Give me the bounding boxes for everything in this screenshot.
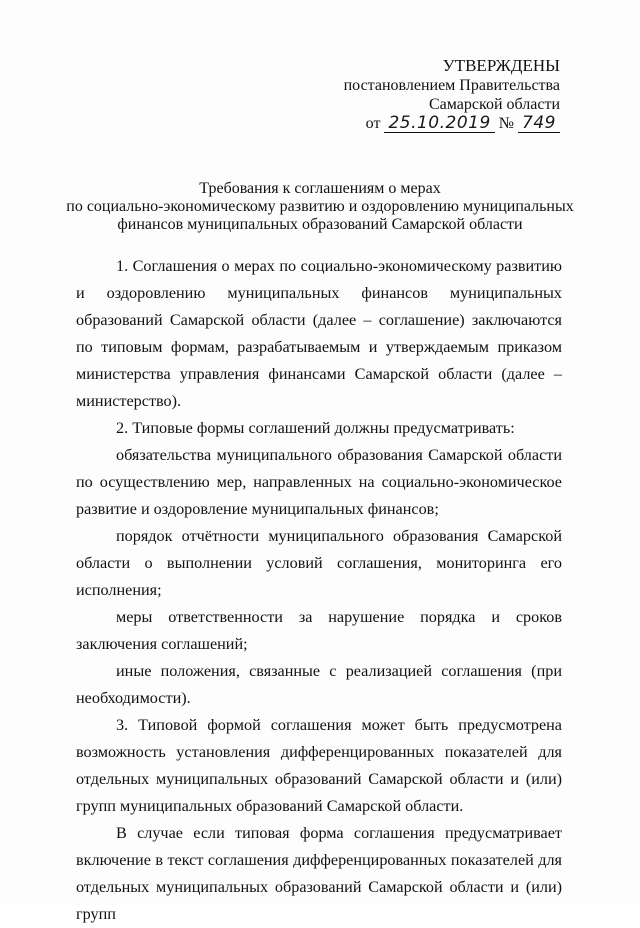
document-title (60, 180, 580, 234)
approval-block (300, 56, 560, 133)
approval-line-2: Самарской области (429, 96, 560, 113)
paragraph-7: 3. Типовой формой соглашения может быть предусмотрена возможность установления дифференцированных показателей для отдельных муниципальных образований Самарской области и (или) групп муниципальных образований Самарской области. (76, 716, 562, 815)
approval-heading: УТВЕРЖДЕНЫ (442, 56, 560, 75)
number-prefix: № (498, 115, 515, 132)
handwritten-date: 25.10.2019 (384, 114, 494, 133)
document-body (76, 253, 562, 928)
paragraph-2: 2. Типовые формы соглашений должны предусматривать: (116, 419, 515, 437)
paragraph-6: иные положения, связанные с реализацией соглашения (при необходимости). (76, 662, 562, 707)
paragraph-4: порядок отчётности муниципального образования Самарской области о выполнении условий соглашения, мониторинга его исполнения; (76, 527, 562, 599)
approval-date-line (300, 114, 560, 133)
handwritten-number: 749 (518, 114, 560, 133)
paragraph-8: В случае если типовая форма соглашения предусматривает включение в текст соглашения дифференцированных показателей для отдельных муниципальных образований Самарской области и (или) групп (76, 824, 562, 923)
paragraph-3: обязательства муниципального образования Самарской области по осуществлению мер, направленных на социально-экономическое развитие и оздоровление муниципальных финансов; (76, 446, 562, 518)
approval-line-1: постановлением Правительства (343, 77, 560, 94)
title-line-3: финансов муниципальных образований Самарской области (117, 216, 523, 233)
date-prefix: от (365, 115, 381, 132)
paragraph-1: 1. Соглашения о мерах по социально-экономическому развитию и оздоровлению муниципальных финансов муниципальных образований Самарской области (далее – соглашение) заключаются по типовым формам, разрабатываемым и утверждаемым приказом министерства управления финансами Самарской области (далее – министерство). (76, 257, 562, 410)
title-line-2: по социально-экономическому развитию и оздоровлению муниципальных (66, 198, 574, 215)
title-line-1: Требования к соглашениям о мерах (199, 180, 441, 197)
paragraph-5: меры ответственности за нарушение порядка и сроков заключения соглашений; (76, 608, 562, 653)
